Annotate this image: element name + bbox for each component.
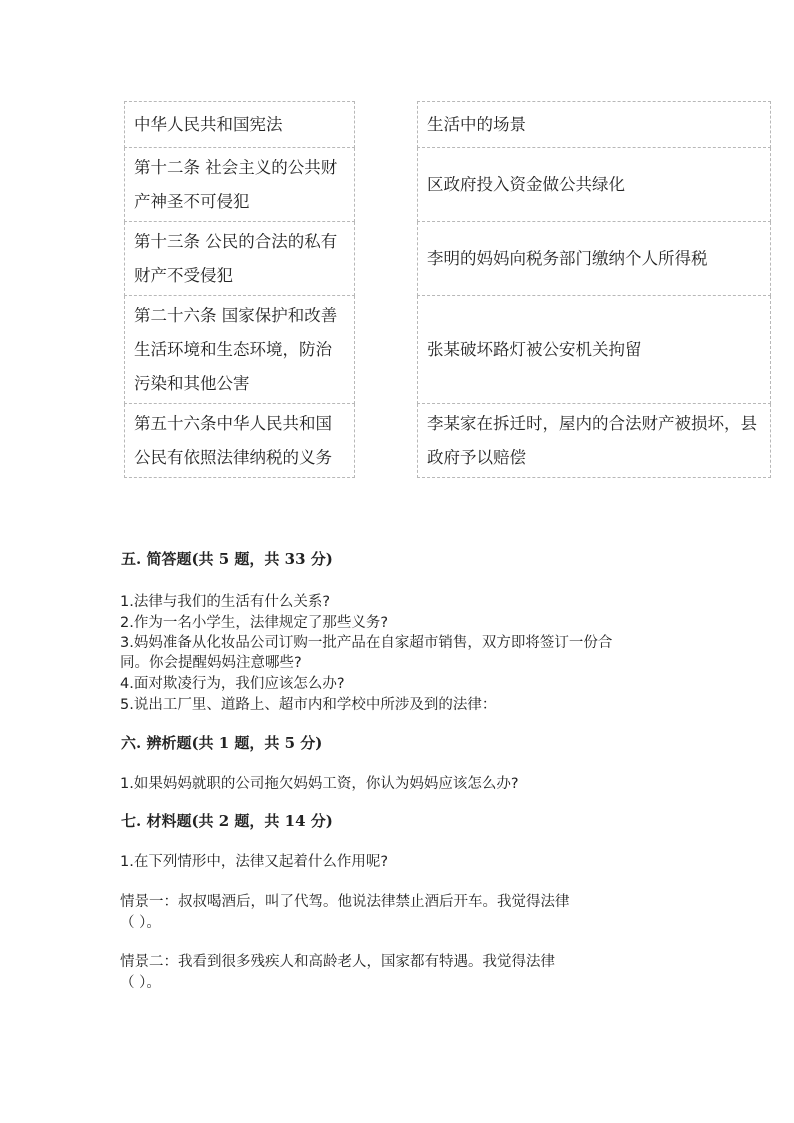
left-table-header: 中华人民共和国宪法 bbox=[125, 102, 355, 148]
article-12-cell: 第十二条 社会主义的公共财产神圣不可侵犯 bbox=[125, 148, 355, 222]
section5-q5: 5.说出工厂里、道路上、超市内和学校中所涉及到的法律： bbox=[120, 697, 497, 713]
article-26-cell: 第二十六条 国家保护和改善生活环境和生态环境，防治污染和其他公害 bbox=[125, 296, 355, 404]
section5-title: 五. 简答题(共 5 题，共 33 分) bbox=[121, 550, 333, 568]
section6-q1: 1.如果妈妈就职的公司拖欠妈妈工资，你认为妈妈应该怎么办? bbox=[120, 776, 519, 792]
scene2-line1: 情景二：我看到很多残疾人和高龄老人，国家都有特遇。我觉得法律 bbox=[120, 954, 555, 970]
section6-title: 六. 辨析题(共 1 题，共 5 分) bbox=[121, 734, 323, 752]
life-scenes-table bbox=[417, 101, 771, 478]
scene1-line1: 情景一：叔叔喝酒后，叫了代驾。他说法律禁止酒后开车。我觉得法律 bbox=[120, 894, 570, 910]
section5-q2: 2.作为一名小学生，法律规定了那些义务? bbox=[120, 615, 389, 631]
scene-greening-cell: 区政府投入资金做公共绿化 bbox=[418, 148, 771, 222]
constitution-articles-table bbox=[124, 101, 355, 478]
section5-q3-line2: 同。你会提醒妈妈注意哪些? bbox=[120, 655, 302, 671]
section5-q4: 4.面对欺凌行为，我们应该怎么办? bbox=[120, 676, 345, 692]
scene-streetlight-cell: 张某破坏路灯被公安机关拘留 bbox=[418, 296, 771, 404]
article-13-cell: 第十三条 公民的合法的私有财产不受侵犯 bbox=[125, 222, 355, 296]
article-56-cell: 第五十六条中华人民共和国公民有依照法律纳税的义务 bbox=[125, 404, 355, 478]
scene1-answer-blank: （ ）。 bbox=[120, 915, 161, 931]
section5-q1: 1.法律与我们的生活有什么关系? bbox=[120, 594, 331, 610]
section5-q3-line1: 3.妈妈准备从化妆品公司订购一批产品在自家超市销售，双方即将签订一份合 bbox=[120, 635, 613, 651]
section7-q1: 1.在下列情形中，法律又起着什么作用呢? bbox=[120, 854, 389, 870]
scene-tax-cell: 李明的妈妈向税务部门缴纳个人所得税 bbox=[418, 222, 771, 296]
section7-title: 七. 材料题(共 2 题，共 14 分) bbox=[121, 812, 333, 830]
right-table-header: 生活中的场景 bbox=[418, 102, 771, 148]
scene-demolition-cell: 李某家在拆迁时，屋内的合法财产被损坏，县政府予以赔偿 bbox=[418, 404, 771, 478]
scene2-answer-blank: （ ）。 bbox=[120, 975, 161, 991]
